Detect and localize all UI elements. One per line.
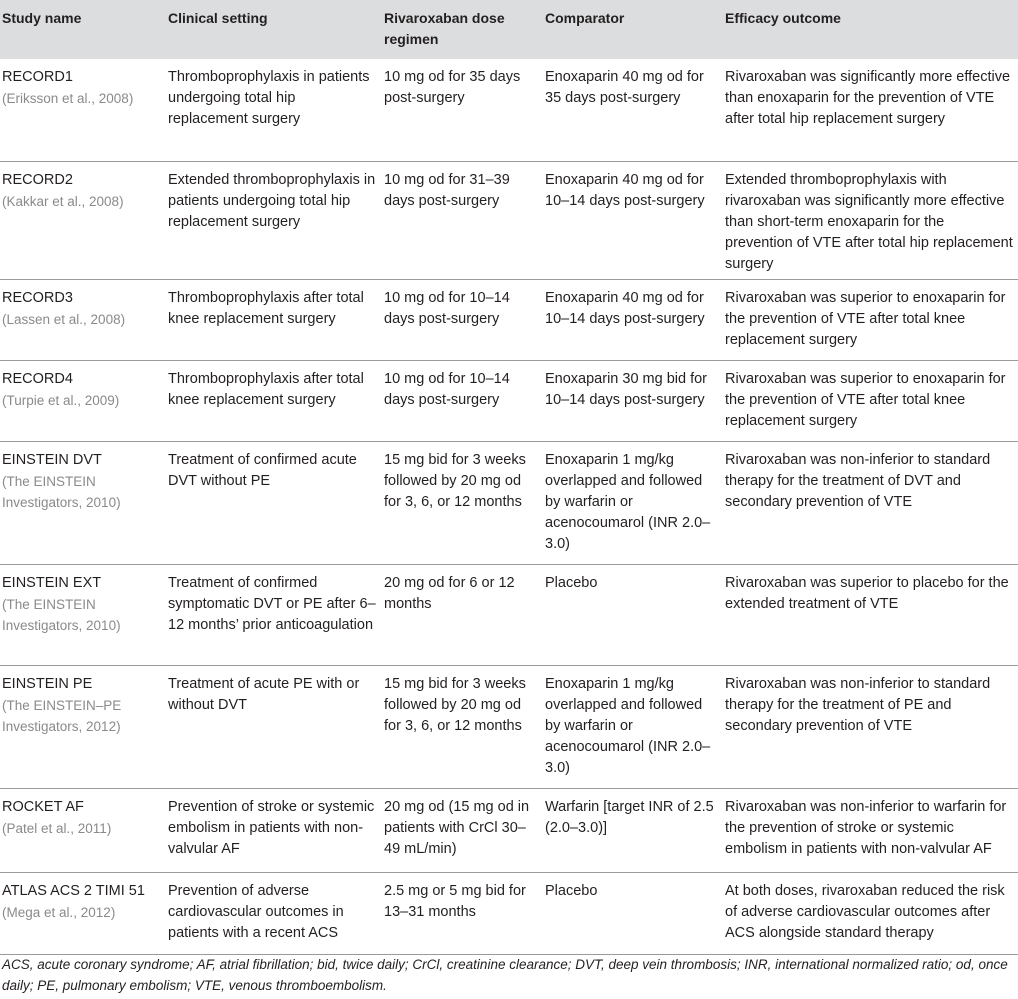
- dose-cell: 10 mg od for 35 days post-surgery: [384, 69, 521, 106]
- study-citation: (Patel et al., 2011): [2, 820, 112, 836]
- setting-cell: Prevention of adverse cardiovascular outcomes in patients with a recent ACS: [168, 882, 344, 941]
- setting-cell: Treatment of confirmed symptomatic DVT or PE after 6–12 months’ prior anticoagulation: [168, 574, 376, 633]
- study-citation: (The EINSTEIN–PE Investigators, 2012): [2, 697, 122, 734]
- setting-cell: Treatment of acute PE with or without DVT: [168, 675, 360, 713]
- study-name: EINSTEIN DVT: [2, 451, 102, 468]
- study-citation: (The EINSTEIN Investigators, 2010): [2, 596, 121, 633]
- outcome-cell: At both doses, rivaroxaban reduced the risk of adverse cardiovascular outcomes after ACS alongside standard therapy: [725, 882, 1005, 941]
- table-header-row: [0, 0, 1018, 59]
- outcome-cell: Rivaroxaban was non-inferior to standard therapy for the treatment of PE and secondary prevention of VTE: [725, 675, 991, 734]
- dose-cell: 10 mg od for 10–14 days post-surgery: [384, 370, 510, 408]
- study-cell: [0, 59, 166, 161]
- outcome-cell: Rivaroxaban was superior to enoxaparin for the prevention of VTE after total knee replacement surgery: [725, 370, 1006, 429]
- study-name: RECORD3: [2, 289, 73, 306]
- study-cell: [0, 161, 166, 279]
- header-study-name: Study name: [2, 10, 82, 26]
- comparator-cell: Enoxaparin 40 mg od for 10–14 days post-surgery: [545, 171, 705, 209]
- comparator-cell: Warfarin [target INR of 2.5 (2.0–3.0)]: [545, 798, 714, 836]
- outcome-cell: Rivaroxaban was superior to enoxaparin for the prevention of VTE after total knee replacement surgery: [725, 289, 1006, 348]
- setting-cell: Thromboprophylaxis after total knee replacement surgery: [168, 370, 364, 408]
- study-cell: [0, 872, 166, 954]
- setting-cell: Thromboprophylaxis after total knee replacement surgery: [168, 289, 364, 327]
- table-row: [0, 161, 1018, 279]
- dose-cell: 10 mg od for 31–39 days post-surgery: [384, 171, 510, 209]
- comparator-cell: Enoxaparin 30 mg bid for 10–14 days post-surgery: [545, 370, 708, 408]
- setting-cell: Prevention of stroke or systemic embolism in patients with non-valvular AF: [168, 798, 375, 857]
- header-clinical-setting: Clinical setting: [168, 10, 268, 26]
- table-row: [0, 441, 1018, 564]
- header-dose-regimen: Rivaroxaban dose regimen: [384, 10, 505, 47]
- dose-cell: 10 mg od for 10–14 days post-surgery: [384, 289, 510, 327]
- header-comparator: Comparator: [545, 10, 625, 26]
- study-name: EINSTEIN EXT: [2, 574, 102, 591]
- study-name: ATLAS ACS 2 TIMI 51: [2, 882, 145, 899]
- study-cell: [0, 665, 166, 788]
- table-row: [0, 872, 1018, 954]
- setting-cell: Treatment of confirmed acute DVT without PE: [168, 451, 357, 489]
- outcome-cell: Rivaroxaban was superior to placebo for the extended treatment of VTE: [725, 574, 1009, 612]
- table-row: [0, 665, 1018, 788]
- dose-cell: 15 mg bid for 3 weeks followed by 20 mg od for 3, 6, or 12 months: [384, 451, 526, 510]
- outcome-cell: Rivaroxaban was non-inferior to standard therapy for the treatment of DVT and secondary prevention of VTE: [725, 451, 991, 510]
- table-row: [0, 59, 1018, 161]
- study-citation: (Turpie et al., 2009): [2, 392, 120, 408]
- study-name: EINSTEIN PE: [2, 675, 93, 692]
- study-citation: (Mega et al., 2012): [2, 904, 116, 920]
- study-cell: [0, 564, 166, 665]
- outcome-cell: Extended thromboprophylaxis with rivaroxaban was significantly more effective than short-term enoxaparin for the prevention of VTE after total hip replacement surgery: [725, 171, 1013, 272]
- study-citation: (The EINSTEIN Investigators, 2010): [2, 473, 121, 510]
- header-efficacy-outcome: Efficacy outcome: [725, 10, 841, 26]
- abbreviations-footnote: ACS, acute coronary syndrome; AF, atrial fibrillation; bid, twice daily; CrCl, creatinine clearance; DVT, deep vein thrombosis; INR, international normalized ratio; od, once daily; PE, pulmonary embolism; VTE, venous thromboembolism.: [2, 957, 1008, 993]
- table-row: [0, 279, 1018, 360]
- outcome-cell: Rivaroxaban was non-inferior to warfarin for the prevention of stroke or systemic embolism in patients with non-valvular AF: [725, 798, 1007, 857]
- dose-cell: 2.5 mg or 5 mg bid for 13–31 months: [384, 882, 526, 920]
- table-row: [0, 564, 1018, 665]
- study-citation: (Lassen et al., 2008): [2, 311, 126, 327]
- study-citation: (Kakkar et al., 2008): [2, 193, 124, 209]
- table-row: [0, 360, 1018, 441]
- comparator-cell: Enoxaparin 1 mg/kg overlapped and followed by warfarin or acenocoumarol (INR 2.0–3.0): [545, 675, 711, 776]
- comparator-cell: Enoxaparin 1 mg/kg overlapped and followed by warfarin or acenocoumarol (INR 2.0–3.0): [545, 451, 711, 552]
- comparator-cell: Placebo: [545, 574, 598, 591]
- study-cell: [0, 788, 166, 872]
- comparator-cell: Placebo: [545, 882, 598, 899]
- table-row: [0, 788, 1018, 872]
- setting-cell: Thromboprophylaxis in patients undergoing total hip replacement surgery: [168, 69, 370, 127]
- dose-cell: 15 mg bid for 3 weeks followed by 20 mg od for 3, 6, or 12 months: [384, 675, 526, 734]
- study-name: ROCKET AF: [2, 798, 84, 815]
- study-name: RECORD1: [2, 69, 73, 85]
- study-cell: [0, 441, 166, 564]
- study-cell: [0, 279, 166, 360]
- outcome-cell: Rivaroxaban was significantly more effective than enoxaparin for the prevention of VTE after total hip replacement surgery: [725, 69, 1011, 127]
- comparator-cell: Enoxaparin 40 mg od for 35 days post-surgery: [545, 69, 704, 106]
- setting-cell: Extended thromboprophylaxis in patients undergoing total hip replacement surgery: [168, 171, 376, 230]
- dose-cell: 20 mg od for 6 or 12 months: [384, 574, 515, 612]
- comparator-cell: Enoxaparin 40 mg od for 10–14 days post-surgery: [545, 289, 705, 327]
- study-cell: [0, 360, 166, 441]
- study-citation: (Eriksson et al., 2008): [2, 91, 134, 106]
- study-name: RECORD2: [2, 171, 73, 188]
- study-name: RECORD4: [2, 370, 73, 387]
- dose-cell: 20 mg od (15 mg od in patients with CrCl 30–49 mL/min): [384, 798, 530, 857]
